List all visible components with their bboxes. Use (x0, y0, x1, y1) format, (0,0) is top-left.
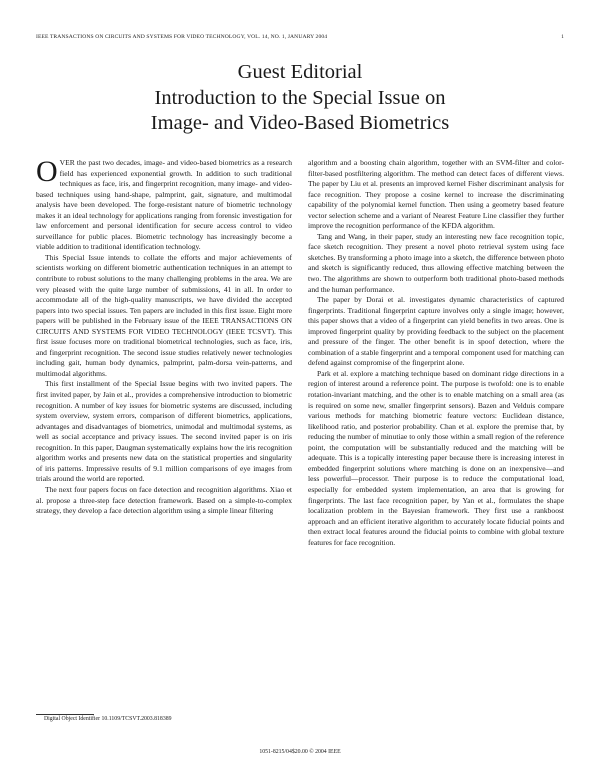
paragraph-1 (36, 155, 292, 253)
title-line-2: Introduction to the Special Issue on (154, 86, 446, 109)
drop-cap: O (36, 155, 58, 188)
right-column (308, 158, 564, 548)
paragraph-7: The paper by Dorai et al. investigates dynamic characteristics of captured fingerprints. Traditional fingerprint capture involves only a single image; however, this paper shows that a video of a fingerprint can yield benefits in two areas. One is improved fingerprint quality by providing feedback to the subject on the placement and pressure of the finger. The other benefit is in spoof detection, where the combination of a stable fingerprint and a temporal component used for matching can defend against compromise of the fingerprint alone. (308, 295, 564, 368)
title-line-3: Image- and Video-Based Biometrics (150, 112, 450, 134)
journal-header: IEEE TRANSACTIONS ON CIRCUITS AND SYSTEMS FOR VIDEO TECHNOLOGY, VOL. 14, NO. 1, JANUARY 2004 (36, 34, 328, 40)
footnote-rule (36, 714, 94, 715)
page-footer: 1051-8215/04$20.00 © 2004 IEEE (259, 749, 341, 755)
paragraph-6: Tang and Wang, in their paper, study an interesting new face recognition topic, face sketch recognition. They present a novel photo retrieval system using face sketches. By transforming a photo image into a sketch, the difference between photo and sketch is significantly reduced, thus allowing effective matching between the two. The algorithms are shown to outperform both traditional photo-based methods and the human performance. (308, 231, 564, 294)
title-block (36, 60, 564, 137)
title-line-1: Guest Editorial (237, 61, 363, 83)
left-column (36, 155, 292, 517)
paragraph-5: algorithm and a boosting chain algorithm, together with an SVM-filter and color-filter-based postfiltering algorithm. The method can detect faces of different views. The paper by Liu et al. presents an improved kernel Fisher discriminant analysis for face recognition. They propose a cosine kernel to increase the discriminating capability of the polynomial kernel function. Then using a geometry based feature vector selection scheme and a variant of Nearest Feature Line classifier they further improve the recognition performance of the KFDA algorithm. (308, 158, 564, 231)
paragraph-2: This Special Issue intends to collate the efforts and major achievements of scientists working on different biometric authentication techniques in an attempt to contribute to robust solutions to the many challenging problems in the area. We are very pleased with the quite large number of submissions, 41 in all. In order to accommodate all of the high-quality manuscripts, we have divided the accepted papers into two special issues. Ten papers are included in this first issue. Eight more papers will be published in the February issue of the IEEE TRANSACTIONS ON CIRCUITS AND SYSTEMS FOR VIDEO TECHNOLOGY (IEEE TCSVT). This first issue focuses more on traditional biometrical technologies, such as face, iris, and fingerprint recognition. The second issue studies relatively newer technologies including gait, human body dynamics, palmprint, palm-dorsa vein-patterns, and multimodal algorithms. (36, 252, 292, 378)
footnote: Digital Object Identifier 10.1109/TCSVT.2003.818389 (44, 716, 172, 722)
page-number: 1 (561, 34, 564, 40)
paragraph-8: Park et al. explore a matching technique based on dominant ridge directions in a region of interest around a reference point. The purpose is twofold: one is to enable rotation-invariant matching, and the other is to enable matching on a small area (as is required on some new, smaller fingerprint sensors). Bazen and Velduis compare various methods for matching biometric feature vectors: Euclidean distance, likelihood ratio, and posterior probability. Chan et al. explore the premise that, by reducing the number of minutiae to only those within a small region of the reference point, the computation will be substantially reduced and the matching will be adequate. This is a topically interesting paper because there is increasing interest in embedded fingerprint solutions where matching is done on an inexpensive—and less powerful—processor. Their purpose is to reduce the computational load, especially for embedded system implementation, an area that is growing for fingerprints. The last face recognition paper, by Yan et al., formulates the shape localization problem in the Bayesian framework. They first use a rankboost approach and an efficient iterative algorithm to accurately locate fiducial points and then extract local features around the fiducial points to combine with global texture features for face recognition. (308, 368, 564, 547)
paragraph-4: The next four papers focus on face detection and recognition algorithms. Xiao et al. propose a three-step face detection framework. Based on a simple-to-complex strategy, they develop a face detection algorithm using a simple linear filtering (36, 484, 292, 516)
paragraph-1-text: VER the past two decades, image- and video-based biometrics as a research field has experienced exponential growth. In addition to such traditional techniques as face, iris, and fingerprint recognition, many image- and video-based techniques using hand-shape, palmprint, gait, signature, and multimodal analysis have been developed. The forge-resistant nature of biometric technology makes it an ideal technology for applications ranging from forensic investigation for law enforcement and personal identification for secure access control to video surveillance for public places. Biometric technology has increasingly become a viable addition to traditional identification technology. (36, 158, 292, 252)
paragraph-3: This first installment of the Special Issue begins with two invited papers. The first invited paper, by Jain et al., provides a comprehensive introduction to biometric recognition. A number of key issues for biometric systems are discussed, including system overview, system errors, comparison of different biometrics, applications, advantages and disadvantages of biometrics, unimodal and multimodal systems, as well as social acceptance and privacy issues. The second invited paper is on iris recognition. In this paper, Daugman systematically explains how the iris recognition algorithm works and presents new data on the statistical properties and singularity of iris patterns. Impressive results of 9.1 million comparisons of eye images from trials around the world are reported. (36, 379, 292, 484)
running-head (36, 34, 564, 40)
